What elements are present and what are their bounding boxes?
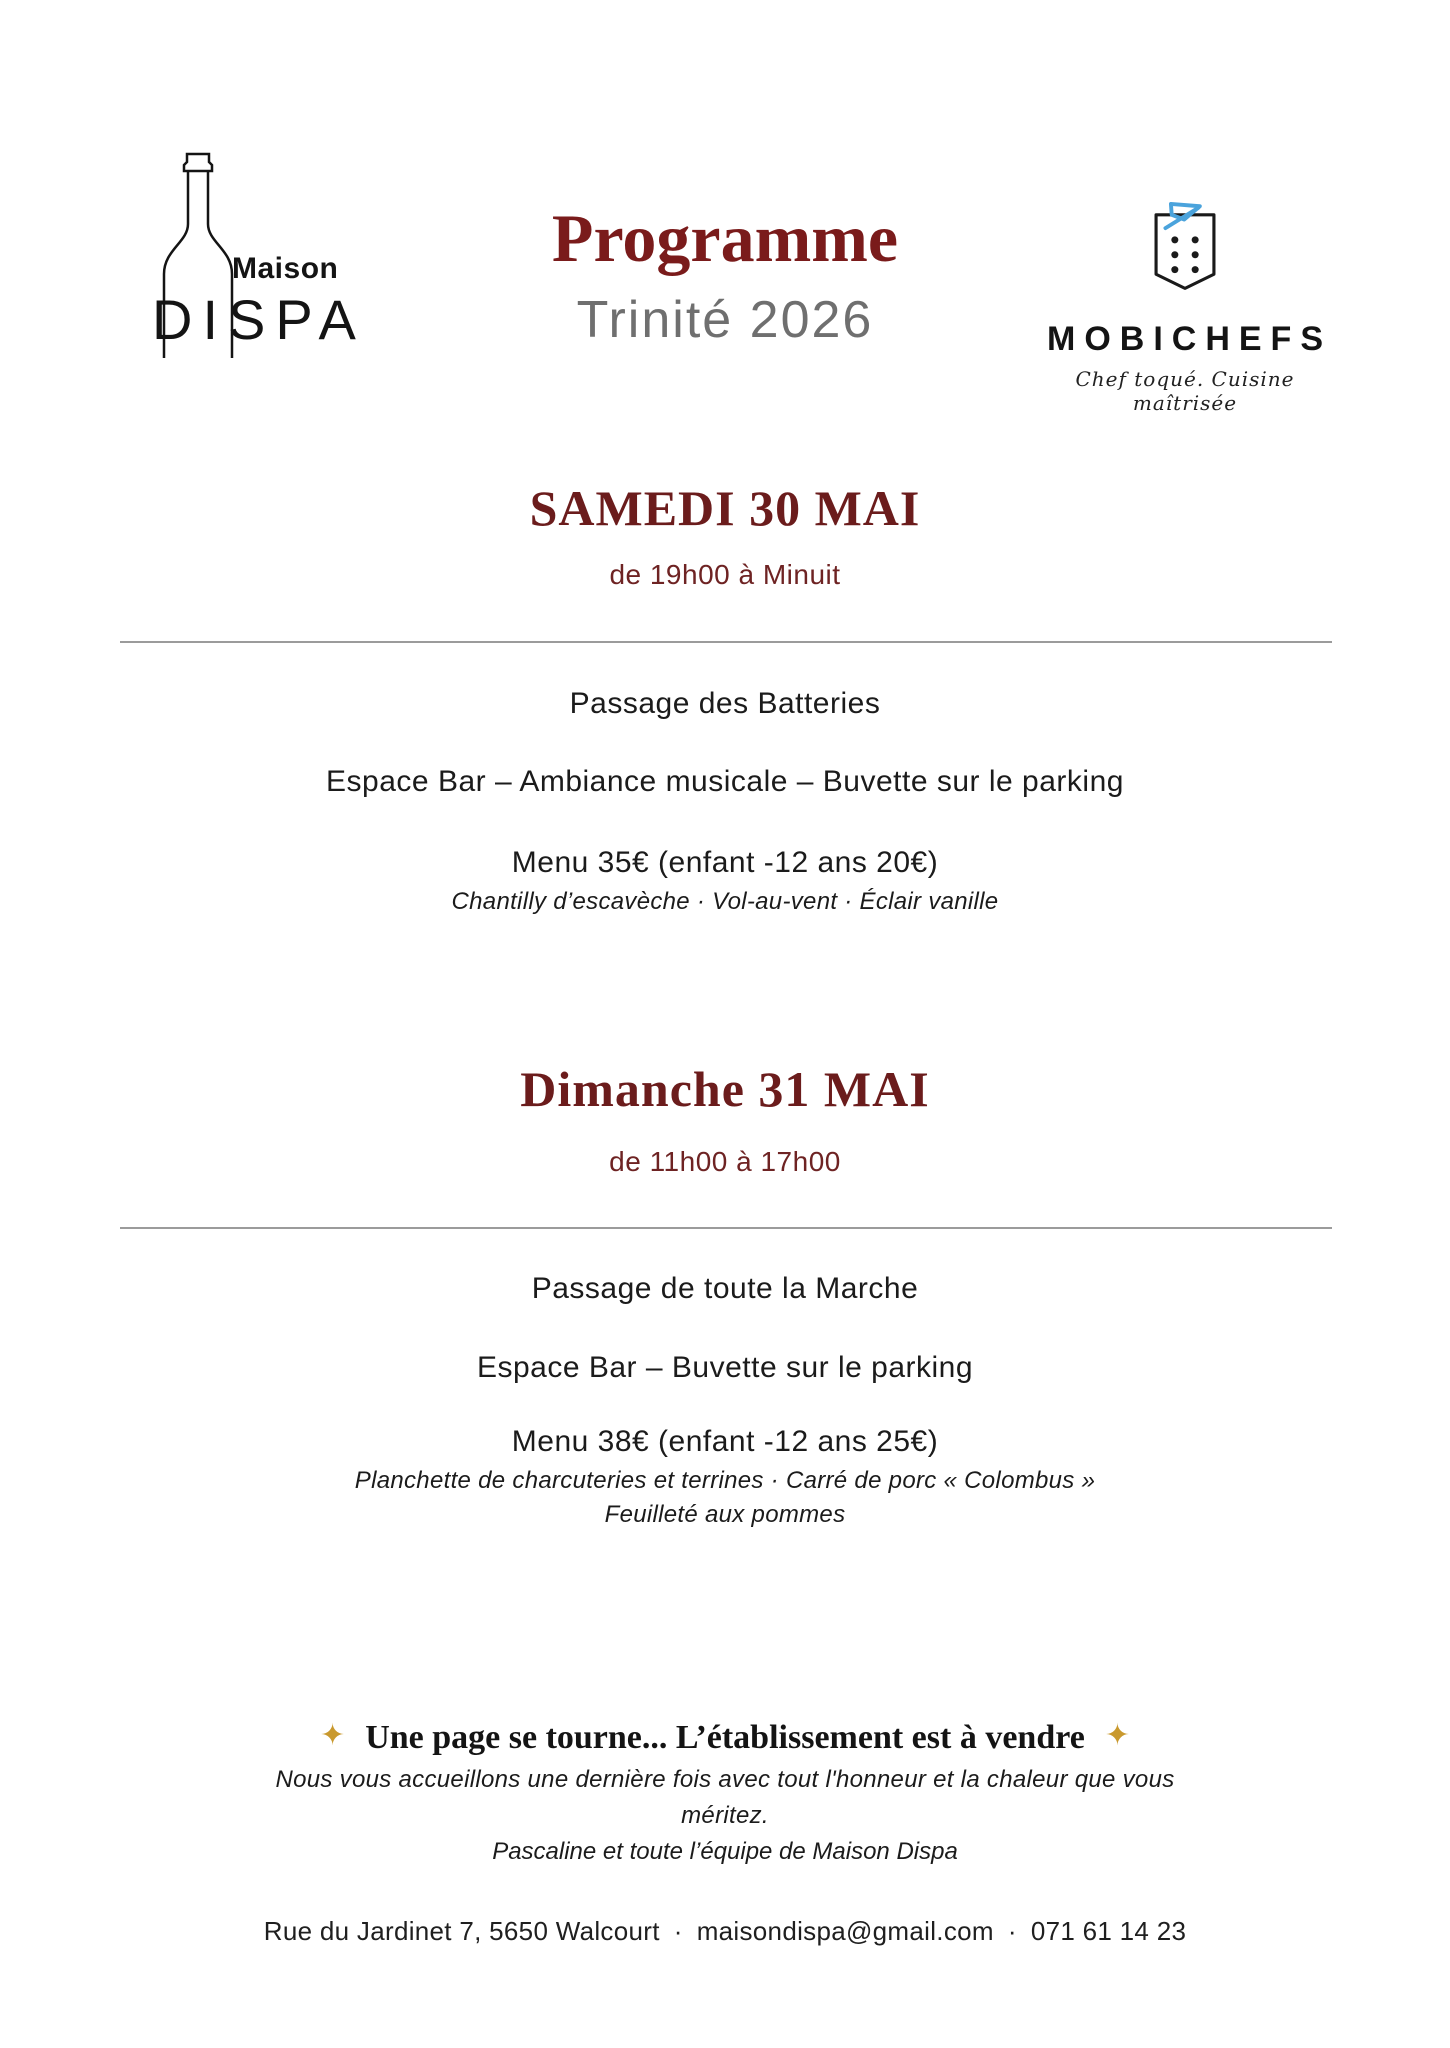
- samedi-menu: Menu 35€ (enfant -12 ans 20€): [511, 846, 939, 879]
- dimanche-ambiance: Espace Bar – Buvette sur le parking: [476, 1351, 974, 1384]
- footer-phone: 071 61 14 23: [1030, 1916, 1187, 1946]
- closing-headline: [0, 1719, 1450, 1757]
- mobichefs-tagline: Chef toqué. Cuisine maîtrisée: [1075, 367, 1295, 415]
- closing-message-line-1: Nous vous accueillons une dernière fois avec tout l'honneur et la chaleur que vous: [275, 1766, 1175, 1793]
- section-heading-dimanche: Dimanche 31 MAI: [520, 1061, 930, 1117]
- divider-line: [120, 1227, 1332, 1229]
- section-heading-samedi: SAMEDI 30 MAI: [529, 480, 921, 536]
- logo-dispa-text: DISPA: [152, 288, 366, 351]
- closing-signature: Pascaline et toute l’équipe de Maison Dispa: [492, 1838, 958, 1865]
- star-icon: ✦: [320, 1719, 346, 1752]
- star-icon: ✦: [1104, 1719, 1130, 1752]
- samedi-menu-detail: Chantilly d’escavèche · Vol-au-vent · Éclair vanille: [451, 888, 999, 915]
- closing-headline-text: Une page se tourne... L’établissement est à vendre: [365, 1719, 1085, 1756]
- footer-email: maisondispa@gmail.com: [696, 1916, 994, 1946]
- chef-jacket-icon: [1142, 183, 1228, 303]
- dimanche-menu: Menu 38€ (enfant -12 ans 25€): [511, 1425, 939, 1458]
- separator-dot: ·: [1007, 1916, 1017, 1946]
- mobichefs-logo: [1032, 183, 1338, 415]
- closing-message-line-2: méritez.: [681, 1802, 769, 1829]
- separator-dot: ·: [673, 1916, 683, 1946]
- footer-address: Rue du Jardinet 7, 5650 Walcourt: [263, 1916, 660, 1946]
- divider-line: [120, 641, 1332, 643]
- samedi-ambiance: Espace Bar – Ambiance musicale – Buvette sur le parking: [326, 765, 1124, 798]
- dimanche-menu-detail-2: Feuilleté aux pommes: [604, 1501, 846, 1528]
- dimanche-menu-detail-1: Planchette de charcuteries et terrines · Carré de porc « Colombus »: [354, 1467, 1096, 1494]
- mobichefs-name: MOBICHEFS: [1047, 320, 1332, 358]
- footer-contact-line: [0, 1916, 1450, 1947]
- dimanche-passage: Passage de toute la Marche: [531, 1272, 919, 1305]
- page-title: Programme: [551, 200, 899, 276]
- page-subtitle: Trinité 2026: [576, 291, 874, 349]
- section-time-samedi: de 19h00 à Minuit: [609, 559, 841, 590]
- logo-maison-text: Maison: [232, 252, 339, 285]
- section-time-dimanche: de 11h00 à 17h00: [609, 1146, 841, 1177]
- samedi-passage: Passage des Batteries: [569, 687, 881, 720]
